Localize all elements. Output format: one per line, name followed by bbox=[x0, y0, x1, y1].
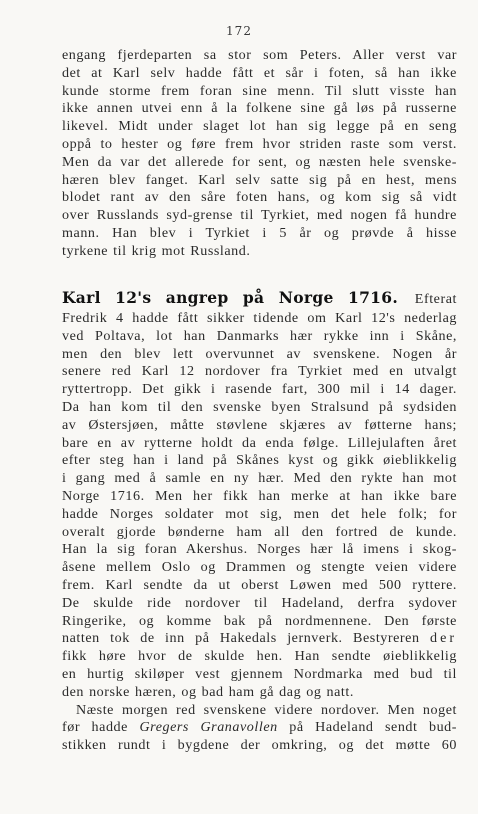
text-line: stikken rundt i bygdene der omkring, og det møtte 60 bbox=[62, 737, 457, 754]
text-line: åsene mellem Oslo og Drammen og stengte veien videre bbox=[62, 559, 457, 576]
section-attack-on-norway bbox=[62, 286, 457, 755]
text-line: ikke annen utvei enn å la folkene sine gå løs på russerne bbox=[62, 100, 457, 117]
text-line: av Østersjøen, måtte støvlene skjæres av føtterne hans; bbox=[62, 416, 457, 433]
text-line-with-emphasis bbox=[62, 630, 457, 648]
text-line: hæren blev fanget. Karl selv satte sig på en hest, mens bbox=[62, 171, 457, 188]
text-line: Men da var det allerede for sent, og næsten hele svenske- bbox=[62, 153, 457, 170]
text-segment: på Hadeland sendt bud- bbox=[289, 719, 458, 736]
text-line: engang fjerdeparten sa stor som Peters. Aller verst var bbox=[62, 47, 457, 63]
page-number: 172 bbox=[226, 24, 252, 38]
text-line-indented: Næste morgen red svenskene videre nordover. Men noget bbox=[76, 701, 457, 718]
text-line: Han la sig foran Akershus. Norges hær lå imens i skog- bbox=[62, 541, 457, 558]
text-line: men den blev lett overvunnet av svenskene. Nogen år bbox=[62, 345, 457, 362]
text-line: Fredrik 4 hadde fått sikker tidende om Karl 12's nederlag bbox=[62, 310, 457, 326]
text-line: oppå to hester og føre frem hvor striden raste som verst. bbox=[62, 135, 457, 152]
text-line-with-italic bbox=[62, 719, 457, 737]
text-line: blodet rant av den såre foten hans, og kom sig så vidt bbox=[62, 189, 457, 206]
text-line-start: Efterat bbox=[414, 291, 457, 307]
text-line: over Russlands syd-grense til Tyrkiet, med nogen få hundre bbox=[62, 207, 457, 224]
text-line: hadde Norges soldater mot sig, men det hele folk; for bbox=[62, 505, 457, 522]
text-line: senere red Karl 12 nordover fra Tyrkiet med en utvalgt bbox=[62, 363, 457, 380]
italic-name: Gregers Granavollen bbox=[139, 719, 278, 736]
spaced-emphasis: der bbox=[430, 630, 458, 647]
text-line: bare en av rytterne holdt da enda følge. Lillejulaften året bbox=[62, 434, 457, 451]
text-line: frem. Karl sendte da ut oberst Løwen med 500 ryttere. bbox=[62, 576, 457, 593]
section-heading: Karl 12's angrep på Norge 1716. bbox=[62, 288, 399, 307]
text-line: Ringerike, og komme bak på nordmennene. Den første bbox=[62, 612, 457, 629]
text-line: ved Poltava, lot han Danmarks hær rykke inn i Skåne, bbox=[62, 327, 457, 344]
text-segment: natten tok de inn på Hakedals jernverk. Bestyreren bbox=[62, 630, 420, 647]
text-line: De skulde ride nordover til Hadeland, derfra sydover bbox=[62, 594, 457, 611]
text-line: fikk høre hvor de skulde hen. Han sendte øieblikkelig bbox=[62, 648, 457, 665]
text-line: en hurtig skiløper vest gjennem Nordmarka med bud til bbox=[62, 665, 457, 682]
paragraph-charles-xii-defeat bbox=[62, 47, 457, 261]
text-line: i gang med å samle en ny hær. Med den rykte han mot bbox=[62, 470, 457, 487]
text-line: det at Karl selv hadde fått et sår i foten, så han ikke bbox=[62, 64, 457, 81]
text-line: mann. Han blev i Tyrkiet i 5 år og prøvde å hisse bbox=[62, 224, 457, 241]
text-line: efter steg han i land på Skånes kyst og gikk øieblikkelig bbox=[62, 452, 457, 469]
text-line: overalt gjorde bønderne ham all den fortred de kunde. bbox=[62, 523, 457, 540]
text-line: Norge 1716. Men her fikk han merke at han ikke bare bbox=[62, 487, 457, 504]
text-line: Da han kom til den svenske byen Stralsund på sydsiden bbox=[62, 398, 457, 415]
text-line: tyrkene til krig mot Russland. bbox=[62, 242, 251, 259]
text-line: den norske hæren, og bad ham gå dag og natt. bbox=[62, 683, 354, 700]
text-line: kunde storme frem foran sine menn. Til slutt visste han bbox=[62, 82, 457, 99]
text-line: ryttertropp. Det gikk i rasende fart, 300 mil i 14 dager. bbox=[62, 381, 457, 398]
section-first-line bbox=[62, 286, 457, 310]
text-segment: før hadde bbox=[62, 719, 128, 736]
text-line: likevel. Midt under slaget lot han sig legge på en seng bbox=[62, 118, 457, 135]
